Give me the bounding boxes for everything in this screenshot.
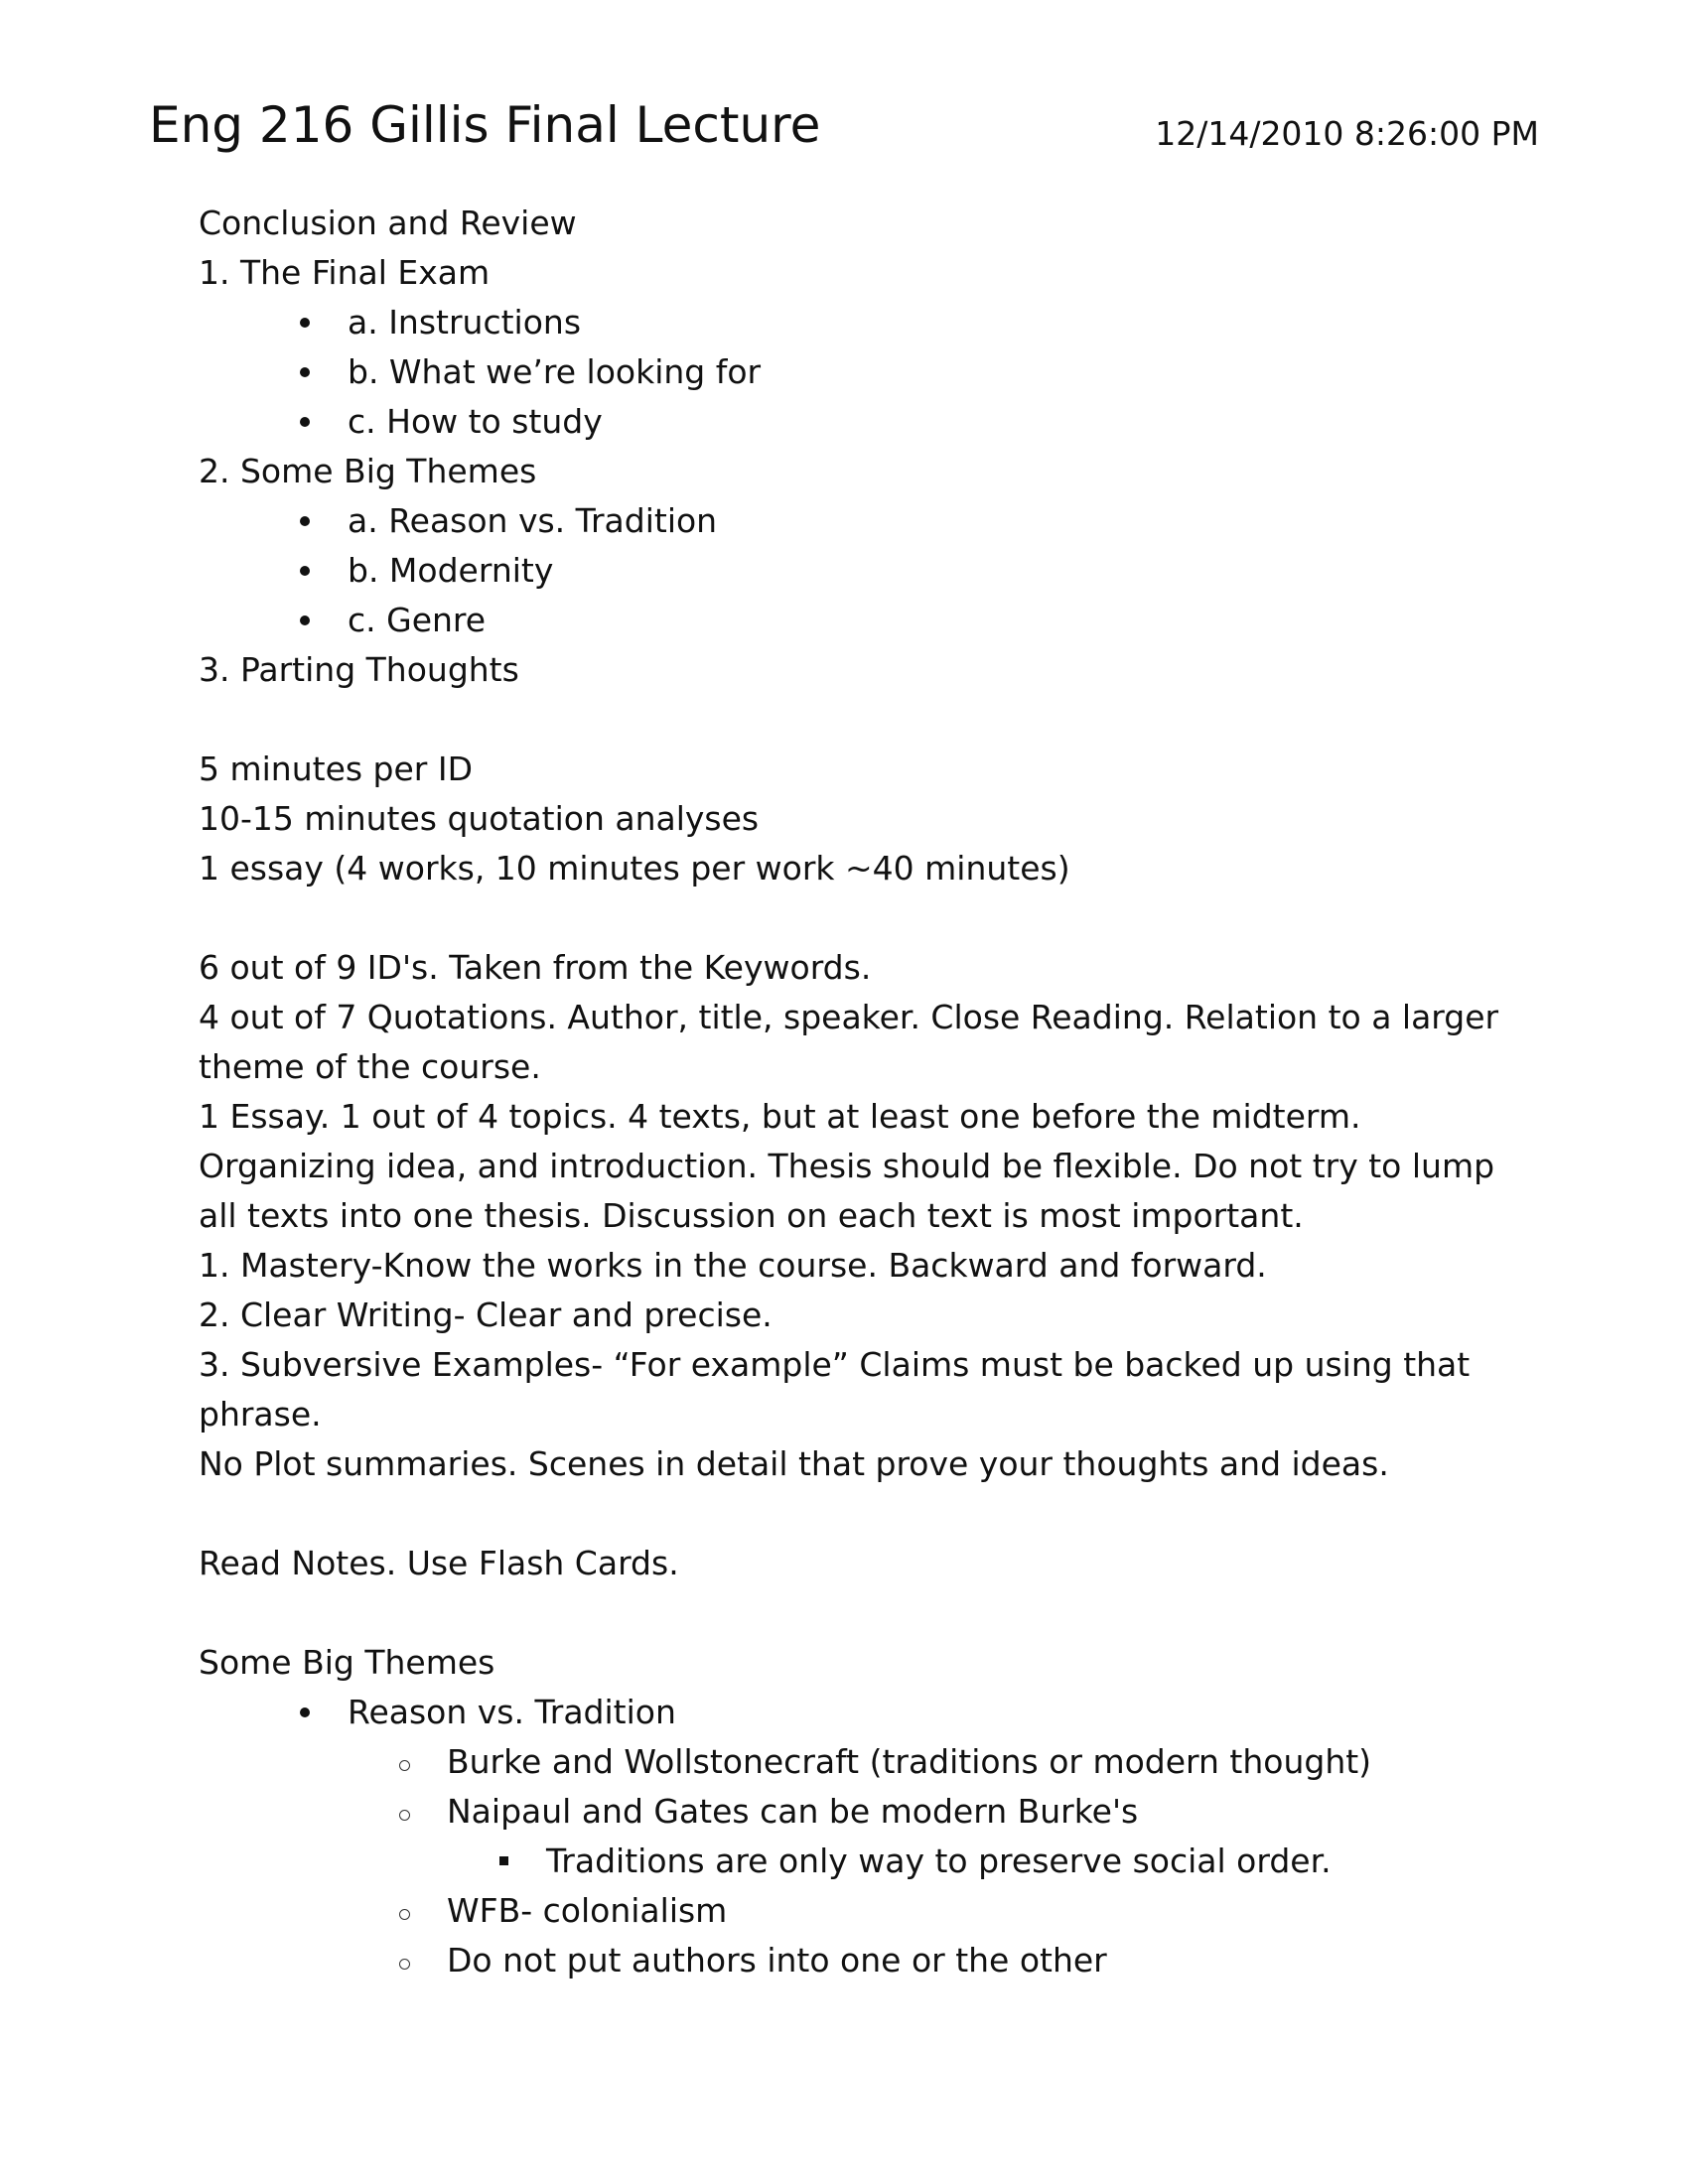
bullet-icon — [290, 347, 320, 397]
list-item: Naipaul and Gates can be modern Burke's — [199, 1787, 1529, 1837]
list-item: c. Genre — [199, 596, 1529, 645]
outline-item-2-list — [199, 496, 1529, 645]
list-item: Reason vs. Tradition — [199, 1688, 1529, 1737]
exam-note: 1 Essay. 1 out of 4 topics. 4 texts, but at least one before the midterm. Organizing idea, and introduction. Thesis should be flexible. Do not try to lump all texts into one thesis. Discussion on each text is most important. — [199, 1097, 1495, 1235]
circle-bullet-icon — [389, 1886, 419, 1936]
outline-heading: Conclusion and Review — [199, 204, 577, 242]
timestamp: 12/14/2010 8:26:00 PM — [1155, 114, 1539, 153]
exam-note: 3. Subversive Examples- “For example” Claims must be backed up using that phrase. — [199, 1345, 1471, 1433]
bullet-icon — [290, 596, 320, 645]
timing-line: 10-15 minutes quotation analyses — [199, 799, 760, 838]
outline-item-2: 2. Some Big Themes — [199, 452, 537, 490]
themes-heading: Some Big Themes — [199, 1643, 495, 1682]
bullet-icon — [290, 546, 320, 596]
circle-bullet-icon — [389, 1936, 419, 1985]
list-item: Traditions are only way to preserve social order. — [199, 1837, 1529, 1886]
bullet-icon — [290, 1688, 320, 1737]
exam-note: 6 out of 9 ID's. Taken from the Keywords. — [199, 948, 872, 987]
list-item: a. Instructions — [199, 298, 1529, 347]
bullet-icon — [290, 298, 320, 347]
bullet-icon — [290, 496, 320, 546]
list-item: a. Reason vs. Tradition — [199, 496, 1529, 546]
list-item: WFB- colonialism — [199, 1886, 1529, 1936]
timing-line: 1 essay (4 works, 10 minutes per work ~40 minutes) — [199, 849, 1070, 887]
outline-item-1: 1. The Final Exam — [199, 253, 491, 292]
outline-item-1-list — [199, 298, 1529, 447]
circle-bullet-icon — [389, 1787, 419, 1837]
timing-line: 5 minutes per ID — [199, 750, 474, 788]
study-tip: Read Notes. Use Flash Cards. — [199, 1544, 679, 1582]
exam-note: 1. Mastery-Know the works in the course. Backward and forward. — [199, 1246, 1267, 1285]
exam-note: No Plot summaries. Scenes in detail that prove your thoughts and ideas. — [199, 1444, 1389, 1483]
outline-item-3: 3. Parting Thoughts — [199, 650, 519, 689]
circle-bullet-icon — [389, 1737, 419, 1787]
exam-note: 2. Clear Writing- Clear and precise. — [199, 1296, 773, 1334]
list-item: b. Modernity — [199, 546, 1529, 596]
notes-body — [199, 199, 1529, 1985]
page-title: Eng 216 Gillis Final Lecture — [149, 96, 821, 154]
exam-note: 4 out of 7 Quotations. Author, title, speaker. Close Reading. Relation to a larger theme of the course. — [199, 998, 1499, 1086]
list-item: b. What we’re looking for — [199, 347, 1529, 397]
list-item: Do not put authors into one or the other — [199, 1936, 1529, 1985]
square-bullet-icon — [489, 1837, 518, 1886]
themes-list — [199, 1688, 1529, 1985]
list-item: c. How to study — [199, 397, 1529, 447]
list-item: Burke and Wollstonecraft (traditions or modern thought) — [199, 1737, 1529, 1787]
bullet-icon — [290, 397, 320, 447]
